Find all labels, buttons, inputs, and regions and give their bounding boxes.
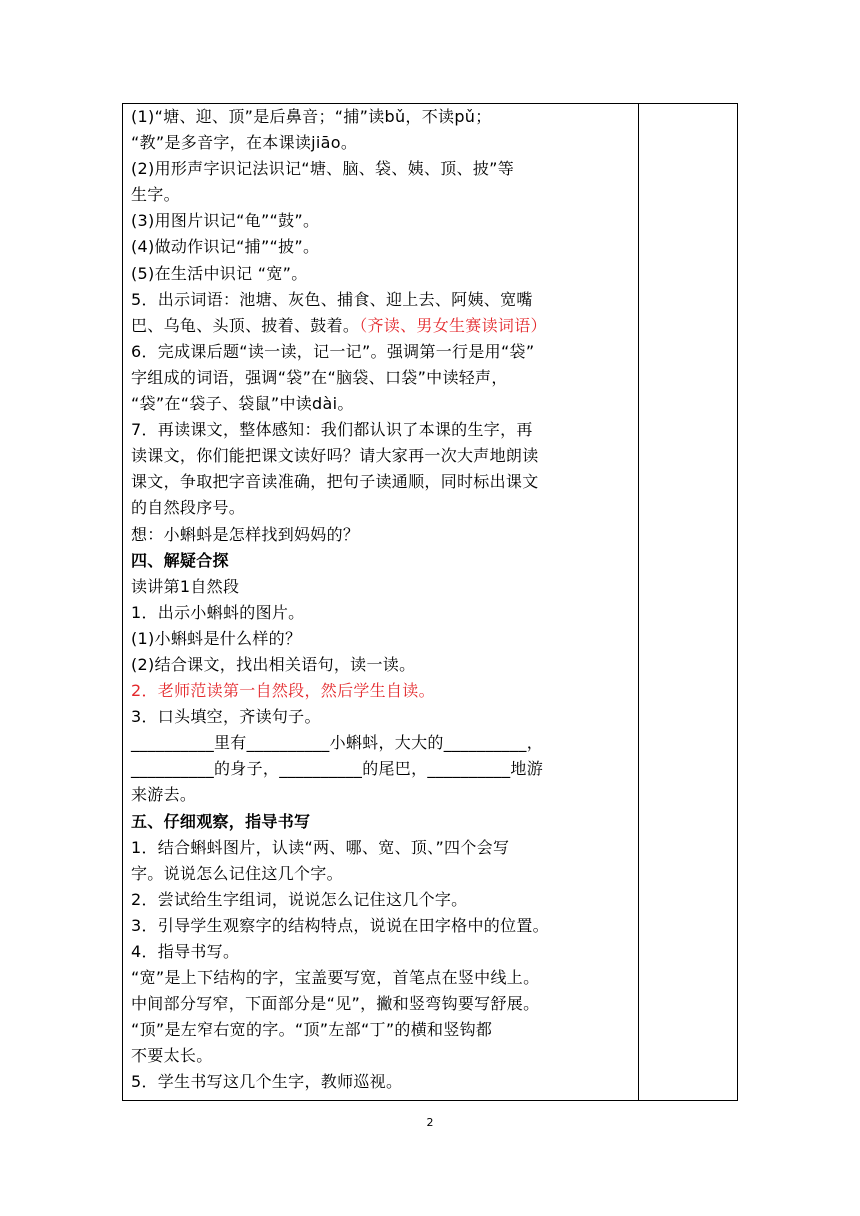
text-line (131, 522, 636, 548)
line-text: 3．引导学生观察字的结构特点，说说在田字格中的位置。 (131, 915, 549, 935)
highlight-text: （齐读、男女生赛读词语） (359, 315, 547, 335)
line-text: 读课文，你们能把课文读好吗？请大家再一次大声地朗读 (131, 446, 539, 466)
section-heading (131, 548, 636, 574)
text-line (131, 182, 636, 208)
text-line (131, 652, 636, 678)
line-text: “袋”在“袋子、袋鼠”中读dài。 (131, 394, 354, 414)
lesson-table (122, 103, 738, 1101)
text-line (131, 965, 636, 991)
text-line (131, 208, 636, 234)
text-line (131, 261, 636, 287)
text-line (131, 417, 636, 443)
text-line (131, 704, 636, 730)
line-text: 4．指导书写。 (131, 942, 240, 961)
line-text: 来游去。 (131, 785, 197, 805)
text-line (131, 1017, 636, 1043)
page-number: 2 (426, 1116, 434, 1129)
text-line (131, 678, 636, 704)
text-line (131, 913, 636, 939)
line-text: 中间部分写窄，下面部分是“见”，撇和竖弯钩要写舒展。 (131, 994, 540, 1014)
text-line (131, 130, 636, 156)
line-text: (1)小蝌蚪是什么样的？ (131, 628, 302, 648)
text-line (131, 313, 636, 339)
line-text: 2．老师范读第一自然段，然后学生自读。 (131, 681, 435, 701)
line-text: 3．口头填空，齐读句子。 (131, 707, 321, 727)
line-text: 课文，争取把字音读准确，把句子读通顺，同时标出课文 (131, 472, 539, 492)
line-text: 2．尝试给生字组词，说说怎么记住这几个字。 (131, 889, 468, 909)
line-text: 巴、乌龟、头顶、披着、鼓着。 (131, 315, 360, 335)
line-text: 字组成的词语，强调“袋”在“脑袋、口袋”中读轻声， (131, 367, 508, 387)
line-text: 1．出示小蝌蚪的图片。 (131, 602, 305, 622)
text-line (131, 730, 636, 756)
line-text: 想：小蝌蚪是怎样找到妈妈的？ (131, 524, 360, 544)
text-line (131, 339, 636, 365)
lesson-content-cell (131, 104, 636, 1096)
text-line (131, 756, 636, 782)
text-line (131, 469, 636, 495)
line-text: (5)在生活中识记 “宽”。 (131, 263, 308, 283)
line-text: (2)用形声字识记法识记“塘、脑、袋、姨、顶、披”等 (131, 159, 515, 179)
line-text: 6．完成课后题“读一读，记一记”。强调第一行是用“袋” (131, 341, 535, 361)
line-text: 的自然段序号。 (131, 498, 246, 518)
line-text: __________里有__________小蝌蚪，大大的__________， (131, 733, 543, 753)
line-text: (1)“塘、迎、顶”是后鼻音；“捕”读bǔ，不读pǔ； (131, 107, 492, 126)
text-line (131, 574, 636, 600)
line-text: “教”是多音字，在本课读jiāo。 (131, 133, 358, 153)
text-line (131, 887, 636, 913)
text-line (131, 939, 636, 965)
column-divider (638, 104, 639, 1100)
text-line (131, 626, 636, 652)
text-line (131, 234, 636, 260)
text-line (131, 861, 636, 887)
section-heading (131, 809, 636, 835)
line-text: “宽”是上下结构的字，宝盖要写宽，首笔点在竖中线上。 (131, 968, 540, 988)
text-line (131, 287, 636, 313)
line-text: __________的身子，__________的尾巴，__________地游 (131, 759, 543, 779)
line-text: (2)结合课文，找出相关语句，读一读。 (131, 654, 416, 674)
line-text: (4)做动作识记“捕”“披”。 (131, 237, 320, 257)
text-line (131, 443, 636, 469)
text-line (131, 1043, 636, 1069)
line-text: 5．学生书写这几个生字，教师巡视。 (131, 1072, 403, 1092)
text-line (131, 991, 636, 1017)
line-text: 1．结合蝌蚪图片，认读“两、哪、宽、顶、”四个会写 (131, 837, 510, 857)
text-line (131, 365, 636, 391)
line-text: 五、仔细观察，指导书写 (131, 811, 311, 831)
line-text: 读讲第1自然段 (131, 576, 240, 596)
line-text: 7．再读课文，整体感知：我们都认识了本课的生字，再 (131, 420, 533, 440)
line-text: “顶”是左窄右宽的字。“顶”左部“丁”的横和竖钩都 (131, 1020, 493, 1040)
text-line (131, 156, 636, 182)
line-text: 生字。 (131, 185, 180, 205)
line-text: 字。说说怎么记住这几个字。 (131, 863, 343, 883)
line-text: 不要太长。 (131, 1046, 213, 1066)
line-text: (3)用图片识记“龟”“鼓”。 (131, 211, 320, 231)
line-text: 5．出示词语：池塘、灰色、捕食、迎上去、阿姨、宽嘴 (131, 289, 533, 309)
text-line (131, 495, 636, 521)
text-line (131, 600, 636, 626)
text-line (131, 835, 636, 861)
text-line (131, 1069, 636, 1095)
line-text: 四、解疑合探 (131, 550, 229, 570)
text-line (131, 782, 636, 808)
text-line (131, 104, 636, 130)
text-line (131, 391, 636, 417)
